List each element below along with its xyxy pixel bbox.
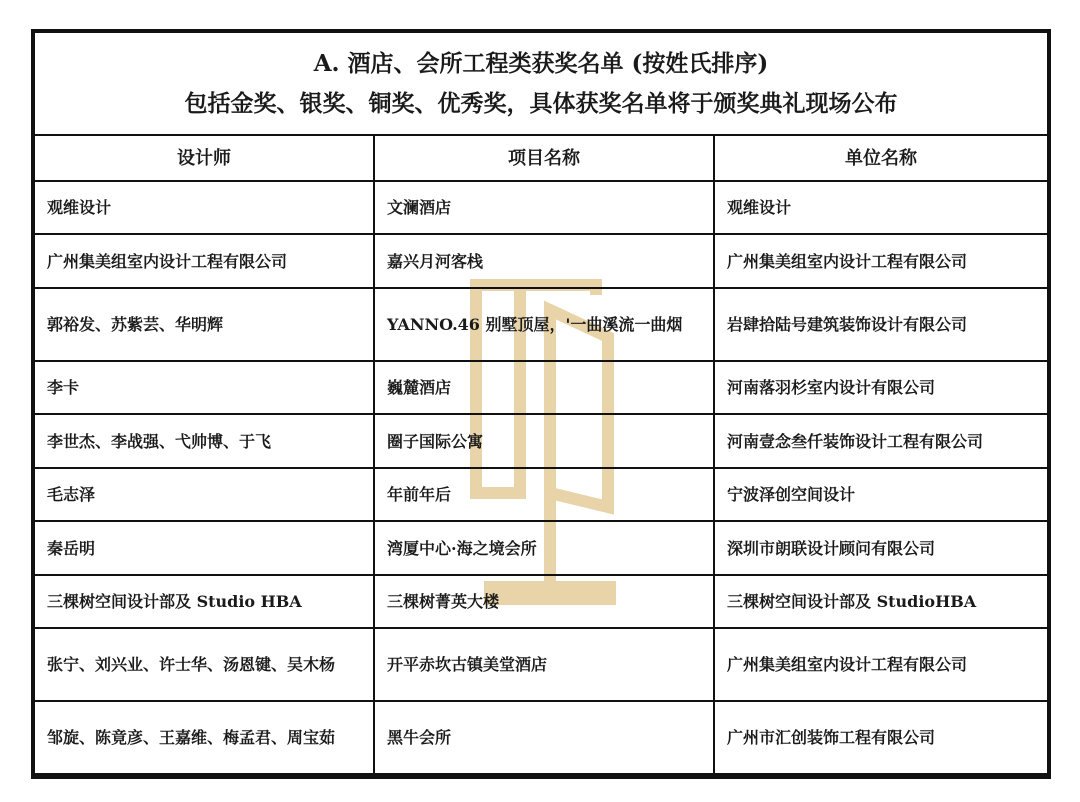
project-cell: 湾厦中心·海之境会所 xyxy=(374,521,714,575)
header-designer: 设计师 xyxy=(35,135,374,181)
table-row xyxy=(35,468,1047,521)
company-cell: 深圳市朗联设计顾问有限公司 xyxy=(714,521,1047,575)
table-row xyxy=(35,288,1047,361)
company-cell: 广州市汇创装饰工程有限公司 xyxy=(714,701,1047,774)
table-row xyxy=(35,361,1047,414)
table-row xyxy=(35,234,1047,288)
designer-cell: 郭裕发、苏紫芸、华明辉 xyxy=(35,288,374,361)
project-cell: 圈子国际公寓 xyxy=(374,414,714,468)
designer-cell: 广州集美组室内设计工程有限公司 xyxy=(35,234,374,288)
project-cell: 开平赤坎古镇美堂酒店 xyxy=(374,628,714,701)
designer-cell: 三棵树空间设计部及 Studio HBA xyxy=(35,575,374,628)
designer-cell: 张宁、刘兴业、许士华、汤恩键、吴木杨 xyxy=(35,628,374,701)
table-title xyxy=(35,33,1047,135)
table-row xyxy=(35,521,1047,575)
company-cell: 三棵树空间设计部及 StudioHBA xyxy=(714,575,1047,628)
title-line-1: A. 酒店、会所工程类获奖名单 (按姓氏排序) xyxy=(313,49,769,77)
designer-cell: 邹旋、陈竟彦、王嘉维、梅孟君、周宝茹 xyxy=(35,701,374,774)
project-cell: 巍麓酒店 xyxy=(374,361,714,414)
table-row xyxy=(35,701,1047,774)
table-row xyxy=(35,181,1047,234)
table-row xyxy=(35,414,1047,468)
project-cell: 年前年后 xyxy=(374,468,714,521)
designer-cell: 李卡 xyxy=(35,361,374,414)
header-project: 项目名称 xyxy=(374,135,714,181)
company-cell: 广州集美组室内设计工程有限公司 xyxy=(714,234,1047,288)
company-cell: 广州集美组室内设计工程有限公司 xyxy=(714,628,1047,701)
title-row xyxy=(35,33,1047,135)
company-cell: 宁波泽创空间设计 xyxy=(714,468,1047,521)
company-cell: 河南落羽杉室内设计有限公司 xyxy=(714,361,1047,414)
project-cell: 文澜酒店 xyxy=(374,181,714,234)
table-row xyxy=(35,628,1047,701)
company-cell: 河南壹念叁仟装饰设计工程有限公司 xyxy=(714,414,1047,468)
designer-cell: 李世杰、李战强、弋帅博、于飞 xyxy=(35,414,374,468)
designer-cell: 观维设计 xyxy=(35,181,374,234)
company-cell: 岩肆拾陆号建筑装饰设计有限公司 xyxy=(714,288,1047,361)
designer-cell: 秦岳明 xyxy=(35,521,374,575)
title-line-2: 包括金奖、银奖、铜奖、优秀奖，具体获奖名单将于颁奖典礼现场公布 xyxy=(184,89,898,117)
project-cell: 嘉兴月河客栈 xyxy=(374,234,714,288)
project-cell: YANNO.46 别墅顶屋，'一曲溪流一曲烟 xyxy=(374,288,714,361)
awards-table xyxy=(31,29,1051,779)
header-row xyxy=(35,135,1047,181)
designer-cell: 毛志泽 xyxy=(35,468,374,521)
table-row xyxy=(35,575,1047,628)
company-cell: 观维设计 xyxy=(714,181,1047,234)
project-cell: 黑牛会所 xyxy=(374,701,714,774)
project-cell: 三棵树菁英大楼 xyxy=(374,575,714,628)
header-company: 单位名称 xyxy=(714,135,1047,181)
